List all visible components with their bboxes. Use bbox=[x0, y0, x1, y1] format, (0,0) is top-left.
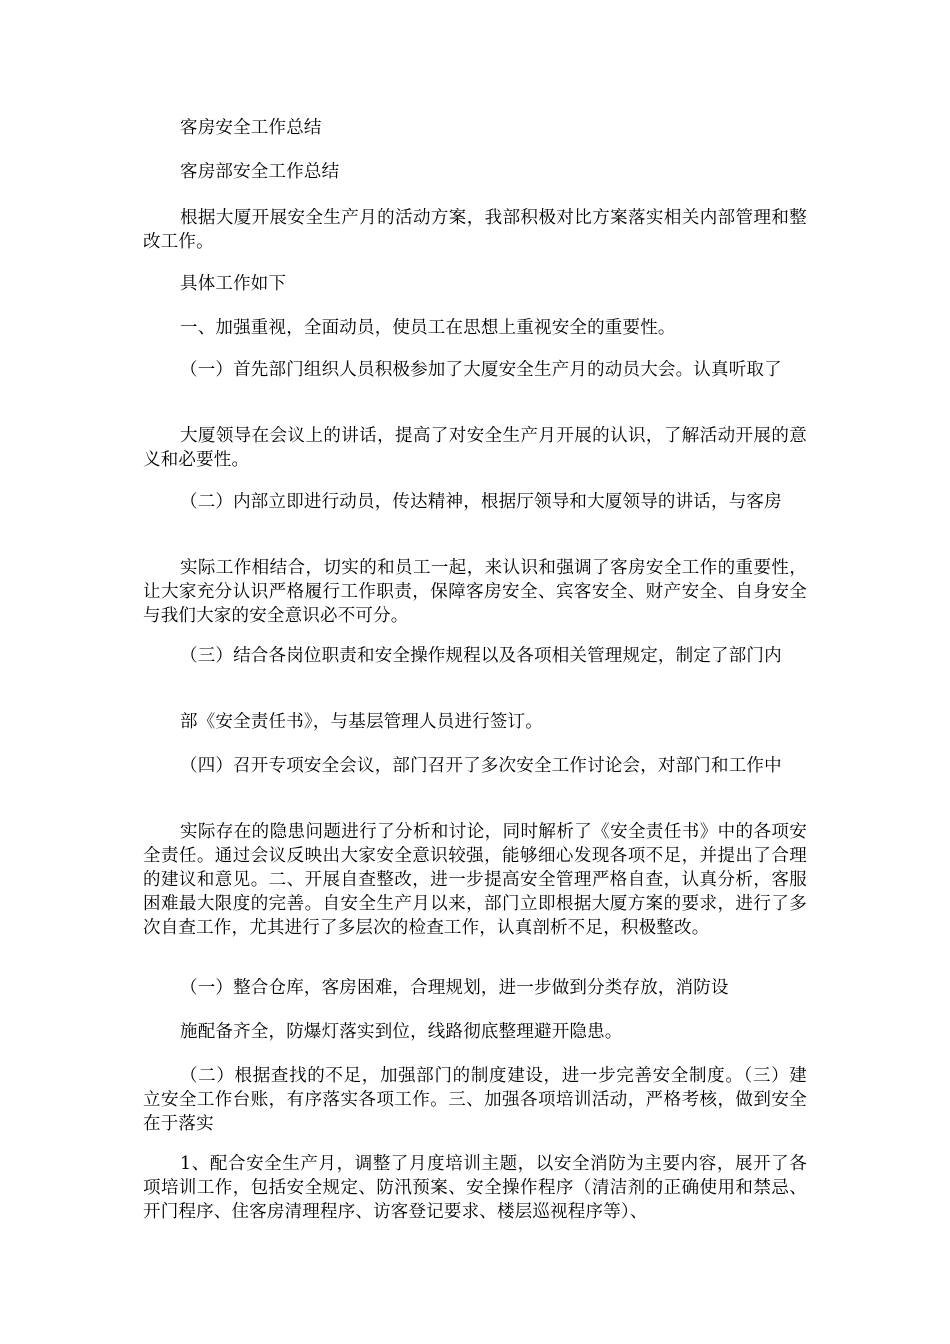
paragraph: （二）内部立即进行动员，传达精神，根据厅领导和大厦领导的讲话，与客房 bbox=[180, 492, 782, 512]
paragraph: 部《安全责任书》，与基层管理人员进行签订。 bbox=[180, 712, 543, 732]
paragraph: 实际工作相结合，切实的和员工一起，来认识和强调了客房安全工作的重要性，让大家充分认识严格履行工作职责，保障客房安全、宾客安全、财产安全、自身安全与我们大家的安全意识必不可分。 bbox=[143, 558, 807, 626]
paragraph: （三）结合各岗位职责和安全操作规程以及各项相关管理规定，制定了部门内 bbox=[180, 646, 782, 666]
paragraph: （一）首先部门组织人员积极参加了大厦安全生产月的动员大会。认真听取了 bbox=[180, 360, 782, 380]
section-heading: 一、加强重视，全面动员，使员工在思想上重视安全的重要性。 bbox=[180, 318, 676, 338]
paragraph: （一）整合仓库，客房困难，合理规划，进一步做到分类存放，消防设 bbox=[180, 978, 729, 998]
paragraph: 实际存在的隐患问题进行了分析和讨论，同时解析了《安全责任书》中的各项安全责任。通过会议反映出大家安全意识较强，能够细心发现各项不足，并提出了合理的建议和意见。二、开展自查整改，进一步提高安全管理严格自查，认真分析，客服困难最大限度的完善。自安全生产月以来，部门立即根据大厦方案的要求，进行了多次自查工作，尤其进行了多层次的检查工作，认真剖析不足，积极整改。 bbox=[143, 822, 807, 938]
paragraph: 大厦领导在会议上的讲话，提高了对安全生产月开展的认识，了解活动开展的意义和必要性。 bbox=[143, 426, 807, 470]
paragraph: （四）召开专项安全会议，部门召开了多次安全工作讨论会，对部门和工作中 bbox=[180, 756, 782, 776]
paragraph: 具体工作如下 bbox=[180, 274, 287, 294]
paragraph: （二）根据查找的不足，加强部门的制度建设，进一步完善安全制度。（三）建立安全工作台账，有序落实各项工作。三、加强各项培训活动，严格考核，做到安全在于落实 bbox=[143, 1066, 807, 1134]
document-title: 客房安全工作总结 bbox=[180, 118, 322, 138]
document-subtitle: 客房部安全工作总结 bbox=[180, 162, 340, 182]
paragraph: 施配备齐全，防爆灯落实到位，线路彻底整理避开隐患。 bbox=[180, 1022, 623, 1042]
paragraph: 1、配合安全生产月，调整了月度培训主题，以安全消防为主要内容，展开了各项培训工作，包括安全规定、防汛预案、安全操作程序（清洁剂的正确使用和禁忌、开门程序、住客房清理程序、访客登记要求、楼层巡视程序等）、 bbox=[143, 1154, 807, 1222]
paragraph: 根据大厦开展安全生产月的活动方案，我部积极对比方案落实相关内部管理和整改工作。 bbox=[143, 208, 807, 252]
